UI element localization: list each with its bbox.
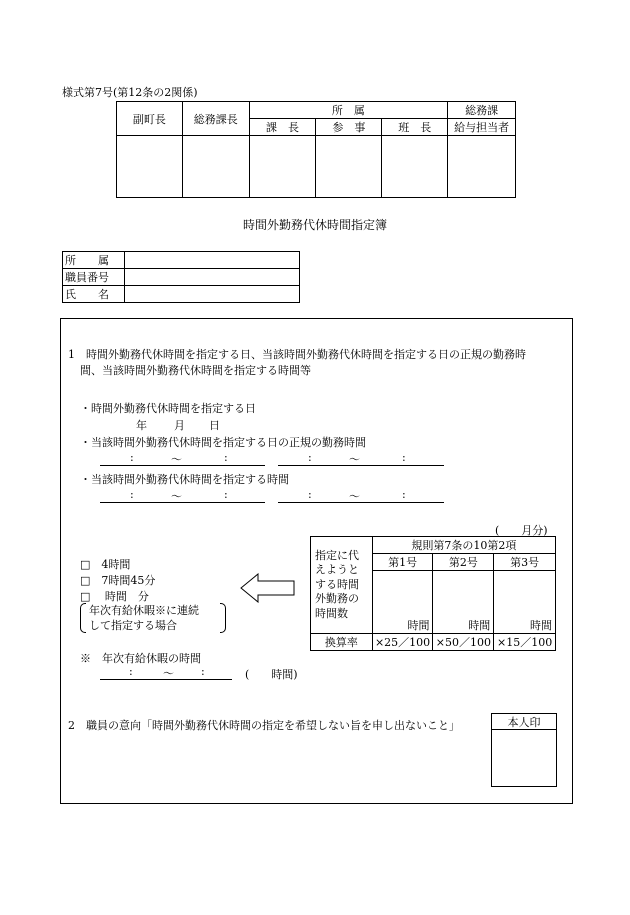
colon: : (129, 665, 133, 678)
item2-label: ・当該時間外勤務代休時間を指定する日の正規の勤務時間 (80, 436, 366, 449)
calc-table (310, 536, 556, 651)
sanji-seal-cell[interactable] (316, 136, 382, 198)
item3-label: ・当該時間外勤務代休時間を指定する時間 (80, 473, 289, 486)
rate-label: 換算率 (311, 634, 373, 651)
kacho-seal-cell[interactable] (249, 136, 316, 198)
section1-heading-line2: 間、当該時間外勤務代休時間を指定する時間等 (80, 364, 311, 377)
shitei-label-line: えようと (315, 563, 359, 577)
rate-3: ×15／100 (494, 634, 556, 651)
seal-box[interactable] (491, 713, 557, 787)
nenji-note: ※ 年次有給休暇の時間 (80, 652, 201, 665)
fukuchou-header: 副町長 (117, 102, 183, 136)
rule-header: 規則第7条の10第2項 (372, 537, 555, 554)
shokuin-label: 職員番号 (63, 269, 125, 286)
form-number: 様式第7号(第12条の2関係) (62, 86, 198, 99)
shozoku-label: 所 属 (63, 252, 125, 269)
section2-text: 2 職員の意向「時間外勤務代休時間の指定を希望しない旨を申し出ないこと」 (68, 719, 460, 732)
bracket-right (220, 603, 226, 633)
bracket-left (80, 603, 86, 633)
section1-heading-line1: 1 時間外勤務代休時間を指定する日、当該時間外勤務代休時間を指定する日の正規の勤務時 (68, 348, 526, 361)
colon: : (224, 488, 228, 501)
rate-2: ×50／100 (433, 634, 494, 651)
hours-unit: 時間 (530, 619, 552, 632)
approval-table (116, 101, 516, 198)
colon: : (201, 665, 205, 678)
kyuyo-tantou-header: 給与担当者 (448, 119, 516, 136)
fukuchou-seal-cell[interactable] (117, 136, 183, 198)
item2-time-range-1[interactable] (100, 451, 265, 466)
colon: : (130, 451, 134, 464)
shitei-label-line: 外勤務の (315, 592, 359, 606)
colon: : (308, 451, 312, 464)
shitei-label-line: 指定に代 (315, 548, 359, 562)
hours-unit: 時間 (468, 619, 491, 632)
col-dai3: 第3号 (494, 554, 556, 571)
shozoku-field[interactable] (124, 252, 299, 269)
hours-cell-2[interactable] (433, 571, 494, 634)
shimei-field[interactable] (124, 286, 299, 303)
shitei-label-cell (311, 537, 373, 634)
colon: : (224, 451, 228, 464)
shokuin-field[interactable] (124, 269, 299, 286)
shitei-label-line: する時間 (315, 577, 359, 591)
kacho-header: 課 長 (249, 119, 316, 136)
sanji-header: 参 事 (316, 119, 382, 136)
hancho-header: 班 長 (382, 119, 448, 136)
hours-unit: 時間 (407, 619, 430, 632)
colon: : (308, 488, 312, 501)
bracket-line2: して指定する場合 (89, 619, 177, 632)
hours-cell-1[interactable] (372, 571, 433, 634)
rate-1: ×25／100 (372, 634, 433, 651)
date-year: 年 (136, 419, 147, 432)
item2-time-range-2[interactable] (278, 451, 444, 466)
date-day: 日 (209, 419, 220, 432)
left-arrow-icon (240, 573, 296, 603)
tilde: 〜 (163, 667, 174, 680)
option-7h45m[interactable]: □ 7時間45分 (80, 574, 156, 587)
soumu-kacho-seal-cell[interactable] (182, 136, 249, 198)
tilde: 〜 (171, 490, 182, 503)
col-dai2: 第2号 (433, 554, 494, 571)
colon: : (402, 488, 406, 501)
hours-cell-3[interactable] (494, 571, 556, 634)
soumuka-header: 総務課 (448, 102, 516, 119)
hancho-seal-cell[interactable] (382, 136, 448, 198)
page-title: 時間外勤務代休時間指定簿 (242, 218, 387, 232)
bracket-line1: 年次有給休暇※に連続 (89, 604, 199, 617)
option-custom[interactable]: □ 時間 分 (80, 590, 149, 603)
colon: : (130, 488, 134, 501)
option-4h[interactable]: □ 4時間 (80, 558, 131, 571)
shozoku-header: 所 属 (249, 102, 448, 119)
item3-time-range-1[interactable] (100, 488, 265, 503)
item3-time-range-2[interactable] (278, 488, 444, 503)
item1-label: ・時間外勤務代休時間を指定する日 (80, 402, 256, 415)
shitei-label-line: 時間数 (315, 606, 348, 620)
soumu-kacho-header: 総務課長 (182, 102, 249, 136)
nenji-time-range[interactable] (100, 665, 232, 680)
tilde: 〜 (349, 490, 360, 503)
tilde: 〜 (349, 453, 360, 466)
col-dai1: 第1号 (372, 554, 433, 571)
info-table (62, 251, 300, 303)
colon: : (402, 451, 406, 464)
hours-paren: ( 時間) (245, 668, 298, 681)
shimei-label: 氏 名 (63, 286, 125, 303)
tilde: 〜 (171, 453, 182, 466)
seal-label: 本人印 (492, 714, 556, 730)
month-note: ( 月分) (495, 524, 548, 537)
date-month: 月 (174, 419, 185, 432)
kyuyo-tantou-seal-cell[interactable] (448, 136, 516, 198)
